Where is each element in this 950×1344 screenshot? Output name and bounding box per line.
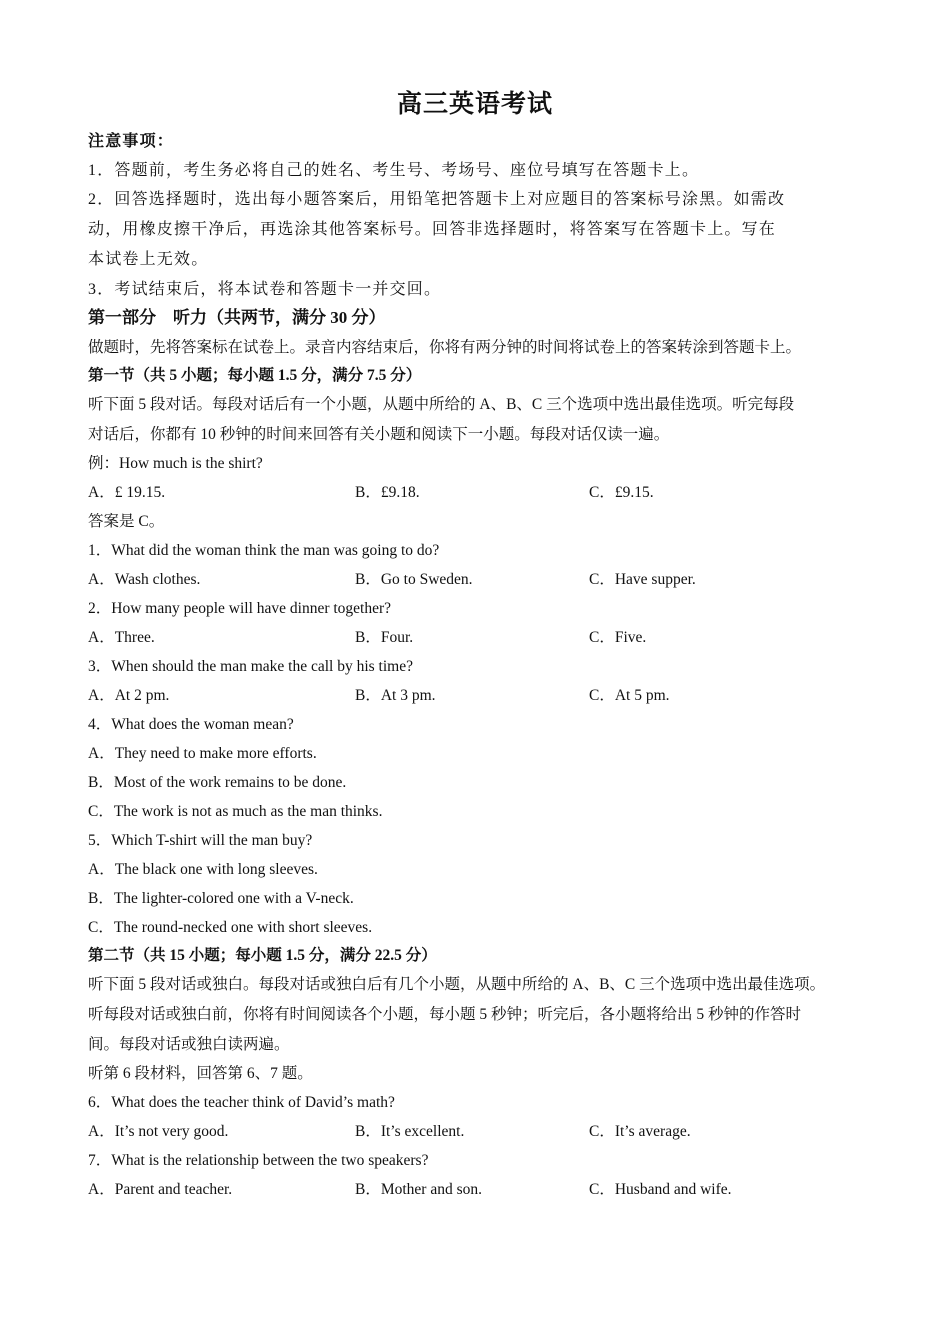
q6-option-c: C．It’s average. — [589, 1123, 691, 1140]
question-5: 5．Which T-shirt will the man buy? — [88, 832, 313, 849]
example-option-c: C．£9.15. — [589, 484, 654, 501]
question-3: 3．When should the man make the call by his time? — [88, 658, 413, 675]
example-question: 例：How much is the shirt? — [88, 455, 263, 472]
notice-line-3: 动，用橡皮擦干净后，再选涂其他答案标号。回答非选择题时，将答案写在答题卡上。写在 — [88, 221, 777, 238]
q2-option-b: B．Four. — [355, 629, 414, 646]
section1-instruction-2: 对话后，你都有 10 秒钟的时间来回答有关小题和阅读下一小题。每段对话仅读一遍。 — [88, 426, 670, 443]
q5-option-a: A．The black one with long sleeves. — [88, 861, 318, 878]
section1-heading: 第一节（共 5 小题；每小题 1.5 分，满分 7.5 分） — [88, 367, 422, 384]
section2-heading: 第二节（共 15 小题；每小题 1.5 分，满分 22.5 分） — [88, 947, 437, 964]
example-option-b: B．£9.18. — [355, 484, 420, 501]
q7-option-b: B．Mother and son. — [355, 1181, 483, 1198]
part1-heading: 第一部分 听力（共两节，满分 30 分） — [88, 308, 386, 327]
section2-instruction-2: 听每段对话或独白前，你将有时间阅读各个小题，每小题 5 秒钟；听完后，各小题将给出 5 秒钟的作答时 — [88, 1006, 802, 1023]
part1-instruction: 做题时，先将答案标在试卷上。录音内容结束后，你将有两分钟的时间将试卷上的答案转涂到答题卡上。 — [88, 339, 802, 356]
q1-option-a: A．Wash clothes. — [88, 571, 201, 588]
q2-option-a: A．Three. — [88, 629, 155, 646]
question-4: 4．What does the woman mean? — [88, 716, 294, 733]
q3-option-a: A．At 2 pm. — [88, 687, 170, 704]
exam-title: 高三英语考试 — [396, 91, 553, 118]
question-6: 6．What does the teacher think of David’s math? — [88, 1094, 395, 1111]
q3-option-b: B．At 3 pm. — [355, 687, 436, 704]
example-answer: 答案是 C。 — [88, 513, 165, 530]
notice-line-2: 2．回答选择题时，选出每小题答案后，用铅笔把答题卡上对应题目的答案标号涂黑。如需改 — [88, 191, 786, 208]
q4-option-a: A．They need to make more efforts. — [88, 745, 317, 762]
notice-heading: 注意事项： — [88, 133, 175, 150]
q2-option-c: C．Five. — [589, 629, 647, 646]
q1-option-b: B．Go to Sweden. — [355, 571, 473, 588]
material-6-heading: 听第 6 段材料，回答第 6、7 题。 — [88, 1065, 313, 1082]
question-7: 7．What is the relationship between the two speakers? — [88, 1152, 429, 1169]
q6-option-b: B．It’s excellent. — [355, 1123, 465, 1140]
section2-instruction-3: 间。每段对话或独白读两遍。 — [88, 1036, 290, 1053]
q1-option-c: C．Have supper. — [589, 571, 696, 588]
question-1: 1．What did the woman think the man was going to do? — [88, 542, 440, 559]
q6-option-a: A．It’s not very good. — [88, 1123, 229, 1140]
example-option-a: A．£ 19.15. — [88, 484, 166, 501]
section1-instruction-1: 听下面 5 段对话。每段对话后有一个小题，从题中所给的 A、B、C 三个选项中选出最佳选项。听完每段 — [88, 396, 795, 413]
q7-option-c: C．Husband and wife. — [589, 1181, 732, 1198]
q5-option-b: B．The lighter-colored one with a V-neck. — [88, 890, 354, 907]
q7-option-a: A．Parent and teacher. — [88, 1181, 233, 1198]
notice-line-1: 1．答题前，考生务必将自己的姓名、考生号、考场号、座位号填写在答题卡上。 — [88, 162, 700, 179]
q4-option-b: B．Most of the work remains to be done. — [88, 774, 347, 791]
section2-instruction-1: 听下面 5 段对话或独白。每段对话或独白后有几个小题，从题中所给的 A、B、C 三个选项中选出最佳选项。 — [88, 976, 826, 993]
q4-option-c: C．The work is not as much as the man thinks. — [88, 803, 383, 820]
notice-line-4: 本试卷上无效。 — [88, 251, 209, 268]
notice-line-5: 3．考试结束后，将本试卷和答题卡一并交回。 — [88, 281, 442, 298]
q3-option-c: C．At 5 pm. — [589, 687, 670, 704]
question-2: 2．How many people will have dinner together? — [88, 600, 392, 617]
q5-option-c: C．The round-necked one with short sleeves. — [88, 919, 373, 936]
